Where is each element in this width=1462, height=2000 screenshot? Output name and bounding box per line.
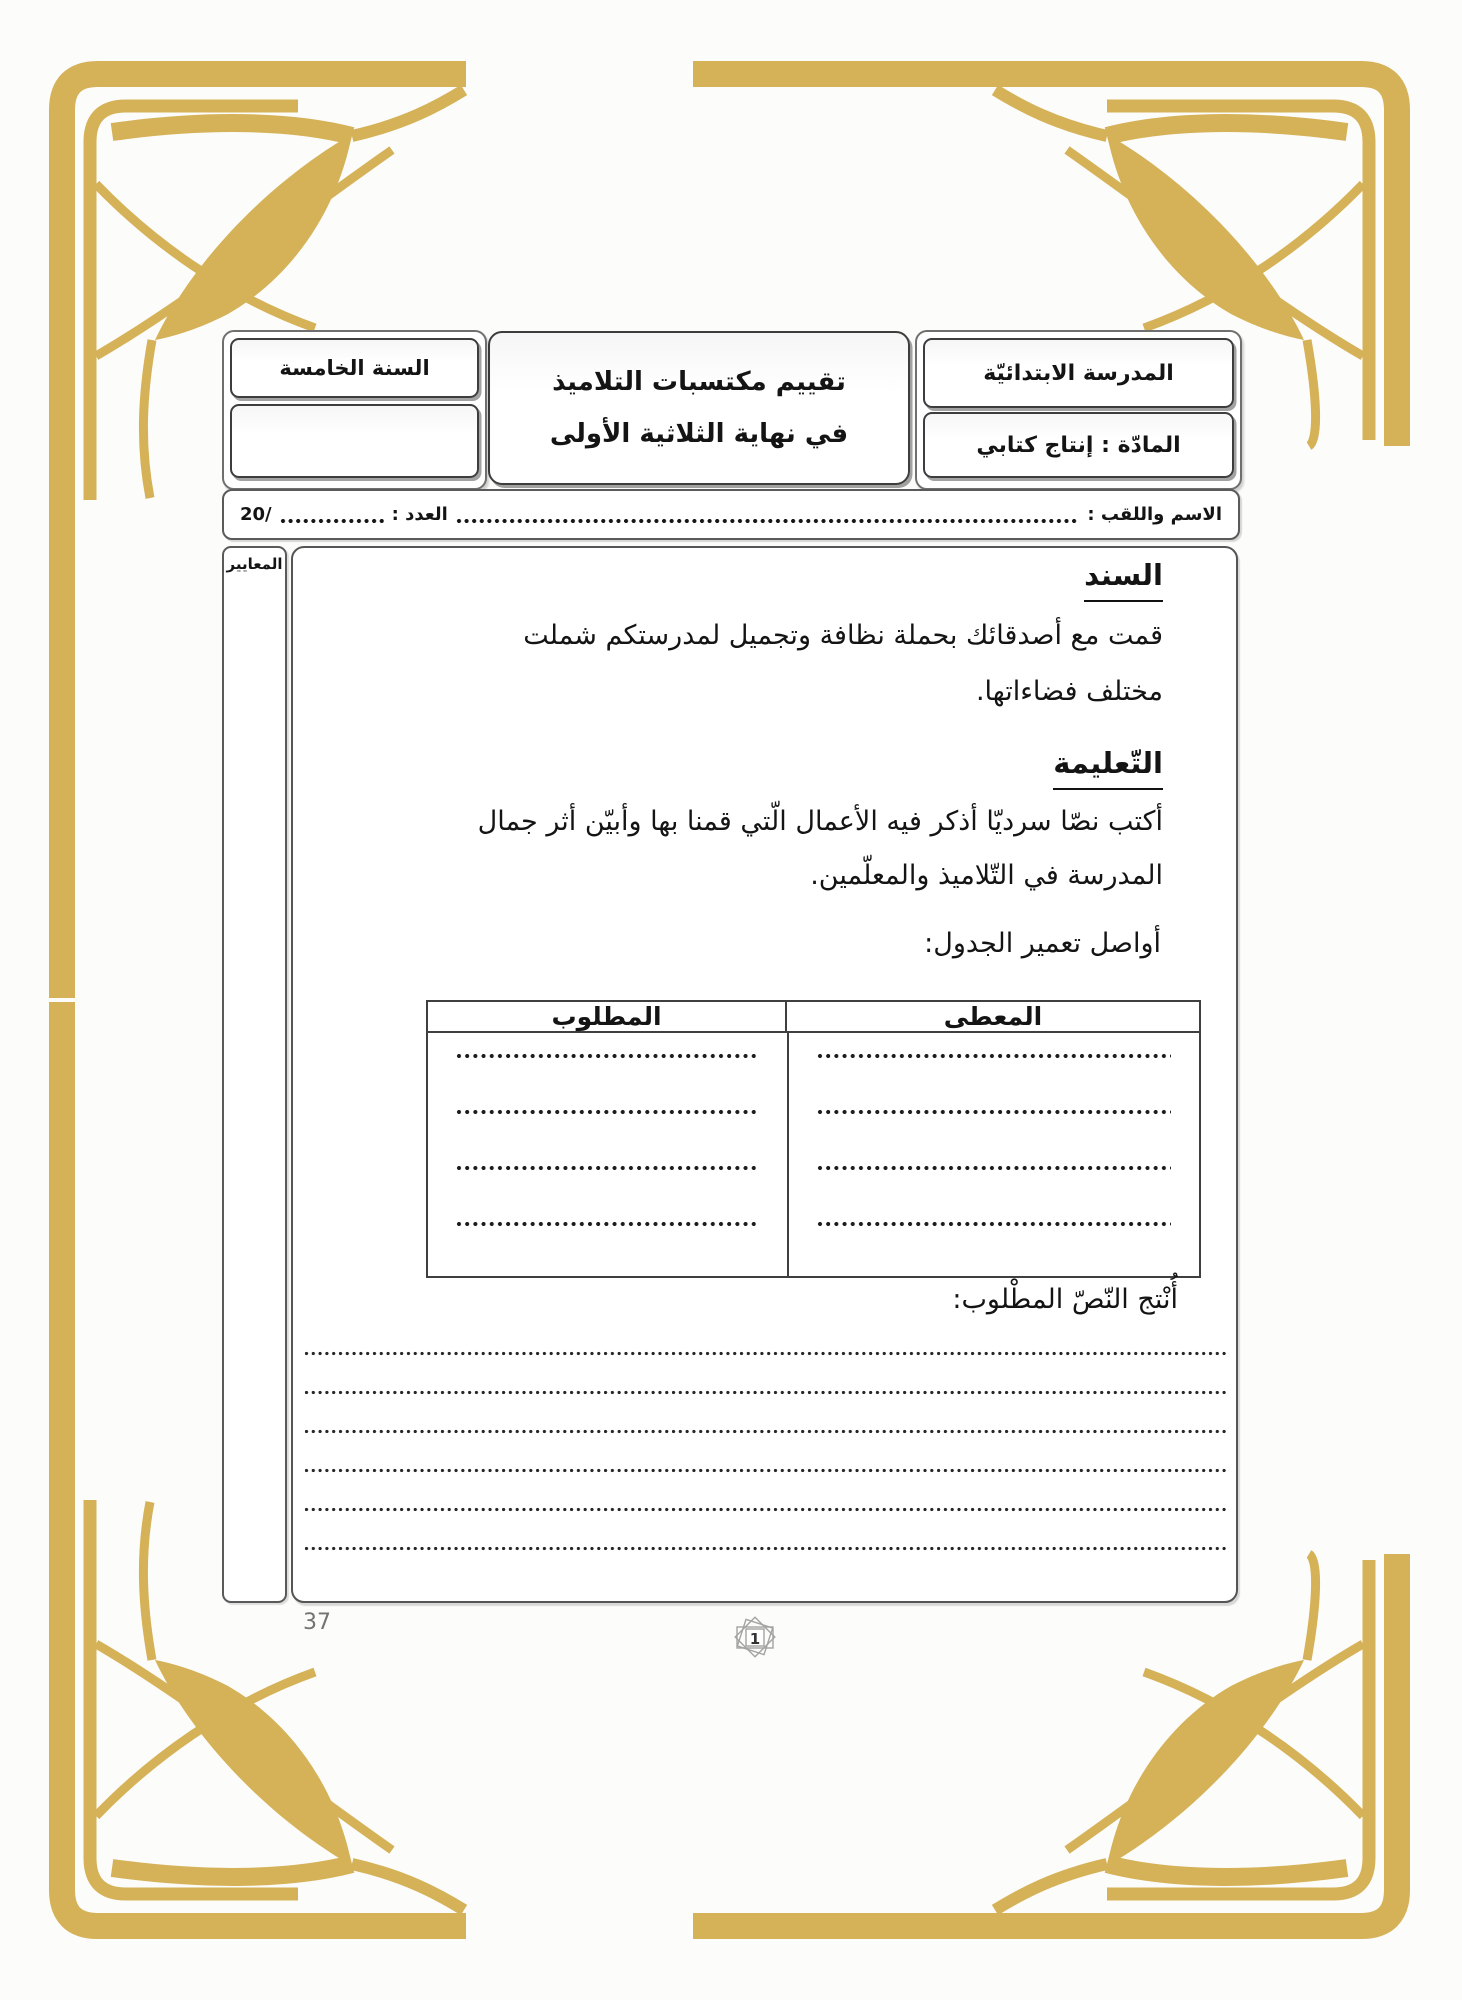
title-line-2: في نهاية الثلاثية الأولى (549, 419, 849, 449)
criteria-sidebar (222, 546, 287, 1603)
table-blank-line (817, 1165, 1171, 1171)
writing-blank-line (304, 1468, 1228, 1473)
school-label: المدرسة الابتدائيّة (983, 360, 1174, 386)
header-right-group (915, 330, 1242, 490)
produce-heading: أُنْتج النّصّ المطْلوب: (952, 1284, 1178, 1315)
writing-blank-line (304, 1351, 1228, 1356)
subject-label: المادّة : إنتاج كتابي (976, 432, 1181, 458)
title-line-1: تقييم مكتسبات التلاميذ (552, 367, 846, 397)
corner-ornament-bottom-right (687, 1550, 1462, 2000)
writing-blank-line (304, 1390, 1228, 1395)
grade-label: العدد : (391, 504, 448, 525)
writing-blank-line (304, 1429, 1228, 1434)
table-blank-line (817, 1109, 1171, 1115)
writing-blank-line (304, 1507, 1228, 1512)
header-subject-box (923, 412, 1234, 478)
table-body-required-cell (428, 1033, 787, 1277)
header-left-group (222, 330, 487, 490)
section-badge-number: 1 (749, 1630, 761, 1648)
assessment-table (426, 1000, 1201, 1278)
instruction-text-line-1: أكتب نصّا سرديّا أذكر فيه الأعمال الّتي قمنا بها وأبيّن أثر جمال (477, 806, 1163, 837)
year-label: السنة الخامسة (279, 356, 430, 380)
header-title-box (488, 331, 910, 485)
given-header-label: المعطى (943, 1002, 1043, 1031)
table-body-given-cell (787, 1033, 1199, 1277)
identity-bar (222, 489, 1240, 540)
table-body-row (428, 1033, 1199, 1277)
table-header-row (428, 1002, 1199, 1033)
support-heading: السند (1084, 556, 1163, 602)
writing-blank-line (304, 1546, 1228, 1551)
table-blank-line (456, 1109, 759, 1115)
required-header-label: المطلوب (551, 1002, 662, 1031)
criteria-label: المعايير (226, 555, 283, 573)
grade-blank-leader (280, 518, 384, 524)
support-text-line-2: مختلف فضاءاتها. (975, 676, 1163, 707)
table-blank-line (456, 1165, 759, 1171)
header-empty-box (230, 404, 479, 478)
table-blank-line (456, 1221, 759, 1227)
writing-area (304, 1351, 1228, 1585)
grade-total: 20/ (240, 504, 272, 525)
content-box (291, 546, 1238, 1603)
table-blank-line (817, 1053, 1171, 1059)
table-blank-line (817, 1221, 1171, 1227)
header-school-box (923, 338, 1234, 408)
table-header-given-cell (785, 1002, 1199, 1031)
page-number: 37 (303, 1610, 331, 1635)
table-blank-line (456, 1053, 759, 1059)
name-label: الاسم واللقب : (1087, 504, 1222, 525)
instruction-heading: التّعليمة (1053, 744, 1163, 790)
instruction-text-line-2: المدرسة في التّلاميذ والمعلّمين. (810, 860, 1163, 891)
support-text-line-1: قمت مع أصدقائك بحملة نظافة وتجميل لمدرستكم شملت (523, 620, 1163, 651)
table-intro: أواصل تعمير الجدول: (924, 928, 1161, 959)
header-year-box (230, 338, 479, 398)
table-header-required-cell (428, 1002, 785, 1031)
name-blank-leader (456, 518, 1080, 524)
section-badge (728, 1614, 782, 1664)
